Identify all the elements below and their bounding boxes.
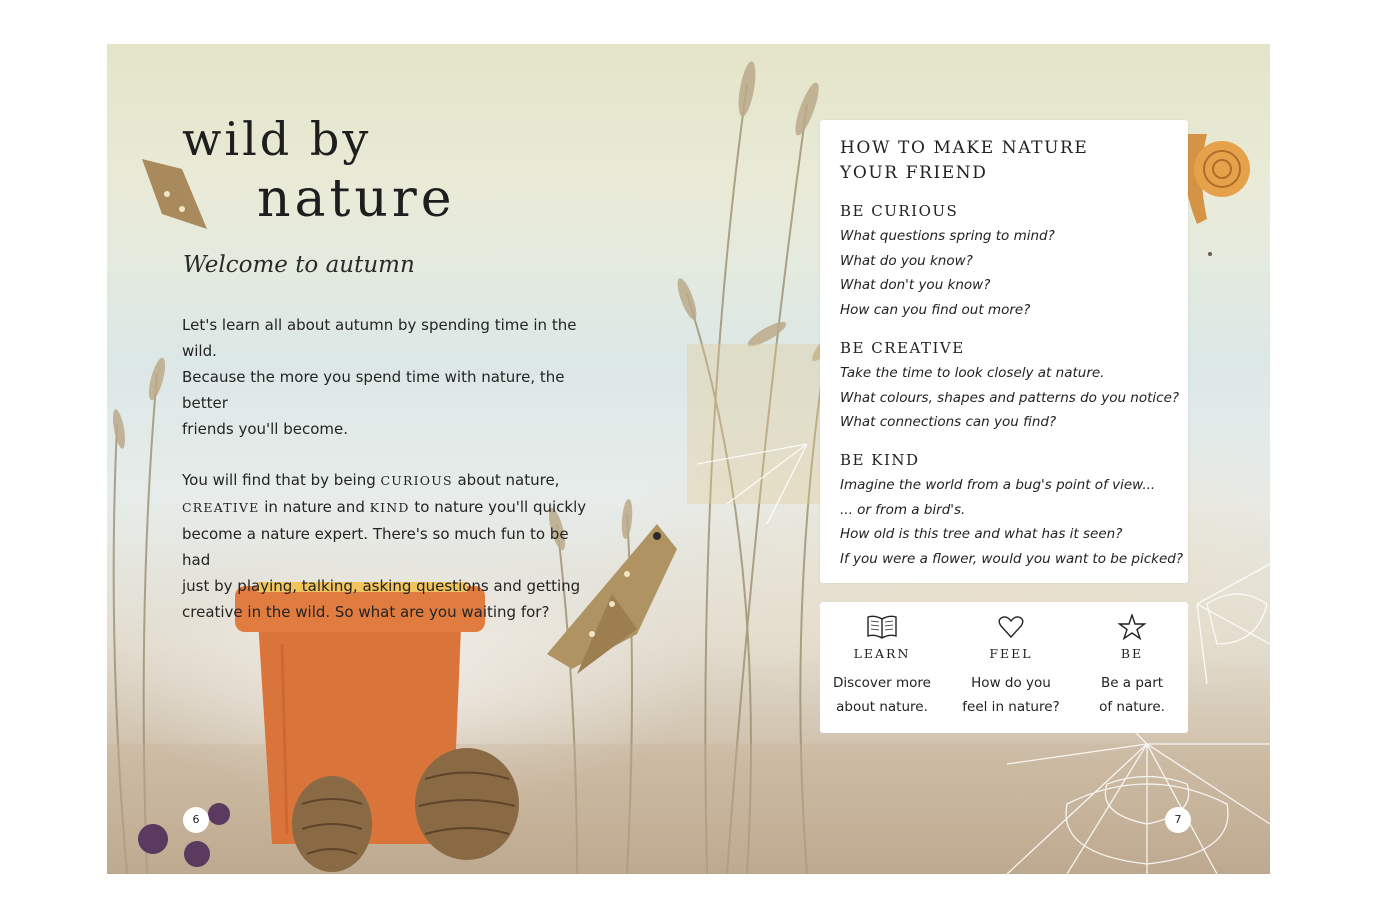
question: Imagine the world from a bug's point of view...: [840, 477, 1156, 493]
be-label: BE: [1120, 646, 1144, 661]
p2-part-3: in nature and: [259, 498, 370, 516]
question: ... or from a bird's.: [840, 501, 966, 518]
keyword-creative: CREATIVE: [182, 500, 260, 515]
feel-label: FEEL: [989, 646, 1033, 661]
section-be-curious: [840, 202, 1180, 322]
desc-line: of nature.: [1099, 699, 1165, 715]
question: What do you know?: [840, 252, 973, 269]
question: Take the time to look closely at nature.: [840, 365, 1105, 381]
p2-part-4: to nature you'll quickly: [409, 498, 587, 516]
p1-line-3: friends you'll become.: [182, 420, 349, 438]
be-column: [1072, 614, 1192, 719]
intro-paragraph-1: [182, 312, 592, 442]
p2-line-4: just by playing, talking, asking questions and getting: [182, 577, 581, 595]
tips-heading-line-2: YOUR FRIEND: [840, 163, 988, 183]
question: What don't you know?: [840, 277, 991, 293]
intro-text: [182, 312, 592, 650]
p2-part-2: about nature,: [452, 471, 560, 489]
question: What colours, shapes and patterns do you notice?: [840, 389, 1180, 406]
heart-icon: [994, 614, 1028, 640]
question: How old is this tree and what has it seen?: [840, 526, 1123, 542]
snail: [1184, 134, 1250, 256]
page-number-left: 6: [183, 807, 209, 833]
p2-line-5: creative in the wild. So what are you waiting for?: [182, 603, 550, 621]
star-icon: [1115, 614, 1149, 640]
feel-column: [951, 614, 1071, 719]
feel-description: [951, 671, 1071, 719]
book-icon: [865, 614, 899, 640]
keyword-kind: KIND: [369, 500, 410, 515]
section-heading: BE KIND: [840, 451, 920, 469]
intro-paragraph-2: [182, 467, 592, 625]
section-be-kind: [840, 451, 1184, 571]
learn-feel-be-card: [820, 602, 1188, 733]
p2-part-1: You will find that by being: [182, 471, 381, 489]
p1-line-1: Let's learn all about autumn by spending time in the wild.: [182, 316, 577, 360]
moth-small: [142, 159, 207, 229]
section-heading: BE CREATIVE: [840, 339, 965, 357]
book-spread: [107, 44, 1270, 874]
section-be-creative: [840, 339, 1180, 435]
p2-line-3: become a nature expert. There's so much fun to be had: [182, 525, 569, 569]
tips-heading: [840, 136, 1140, 186]
p1-line-2: Because the more you spend time with nature, the better: [182, 368, 565, 412]
subtitle: Welcome to autumn: [183, 252, 415, 278]
keyword-curious: CURIOUS: [380, 473, 453, 488]
title-line-1: wild by: [182, 112, 372, 166]
question: What questions spring to mind?: [840, 228, 1055, 244]
learn-column: [822, 614, 942, 719]
page-number-right: 7: [1165, 807, 1191, 833]
desc-line: about nature.: [836, 699, 928, 715]
desc-line: Discover more: [833, 675, 931, 691]
desc-line: Be a part: [1100, 675, 1164, 691]
desc-line: feel in nature?: [962, 699, 1060, 715]
section-heading: BE CURIOUS: [840, 202, 959, 220]
learn-label: LEARN: [853, 646, 911, 661]
be-description: [1072, 671, 1192, 719]
learn-description: [822, 671, 942, 719]
tips-card: [820, 120, 1188, 583]
question: What connections can you find?: [840, 414, 1057, 430]
question: How can you find out more?: [840, 301, 1031, 318]
tips-heading-line-1: HOW TO MAKE NATURE: [840, 138, 1089, 158]
title-line-2: nature: [257, 169, 456, 229]
desc-line: How do you: [971, 675, 1051, 691]
question: If you were a flower, would you want to be picked?: [840, 550, 1184, 567]
